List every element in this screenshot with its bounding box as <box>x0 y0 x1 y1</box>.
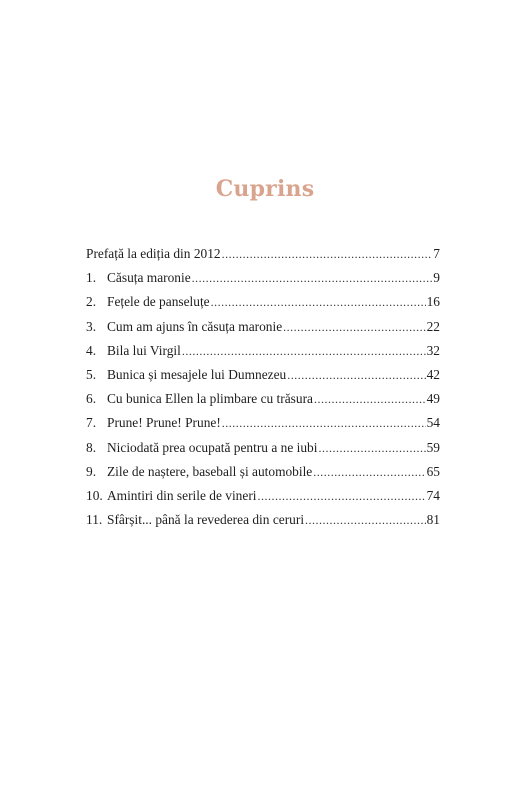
toc-chapter-number: 10. <box>86 487 103 503</box>
toc-leader-dots <box>192 271 433 286</box>
toc-entry-2[interactable] <box>86 294 440 318</box>
toc-entry-10[interactable] <box>86 488 440 512</box>
toc-page-number: 81 <box>426 512 440 528</box>
toc-chapter-number: 9. <box>86 463 97 479</box>
toc-chapter-number: 2. <box>86 294 97 310</box>
toc-chapter-number: 11. <box>86 512 103 528</box>
toc-page-number: 32 <box>426 342 440 358</box>
toc-entry-11[interactable] <box>86 512 440 536</box>
toc-chapter-number: 4. <box>86 342 97 358</box>
toc-page-number: 59 <box>426 439 440 455</box>
table-of-contents <box>86 246 440 536</box>
toc-chapter-number: 8. <box>86 439 97 455</box>
toc-page-number: 65 <box>426 463 440 479</box>
toc-entry-title: Sfârșit... până la revederea din ceruri <box>107 512 305 528</box>
toc-entry-1[interactable] <box>86 270 440 294</box>
toc-chapter-number: 7. <box>86 415 97 431</box>
toc-page-number: 9 <box>433 270 440 286</box>
toc-page-number: 16 <box>426 294 440 310</box>
toc-leader-dots <box>211 295 426 310</box>
toc-leader-dots <box>305 513 426 528</box>
toc-page-number: 54 <box>426 415 440 431</box>
toc-leader-dots <box>314 392 426 407</box>
toc-leader-dots <box>222 247 433 262</box>
page-title: Cuprins <box>215 176 315 202</box>
toc-leader-dots <box>318 441 425 456</box>
toc-entry-title: Zile de naștere, baseball și automobile <box>107 463 313 479</box>
toc-entry-7[interactable] <box>86 415 440 439</box>
toc-entry-title: Prefață la ediția din 2012 <box>86 246 221 261</box>
toc-leader-dots <box>283 320 425 335</box>
toc-leader-dots <box>313 465 425 480</box>
toc-chapter-number: 6. <box>86 391 97 407</box>
toc-entry-title: Bila lui Virgil <box>107 342 181 358</box>
toc-entry-title: Cum am ajuns în căsuța maronie <box>107 318 283 334</box>
toc-chapter-number: 3. <box>86 318 97 334</box>
toc-entry-title: Niciodată prea ocupată pentru a ne iubi <box>107 439 318 455</box>
toc-entry-title: Prune! Prune! Prune! <box>107 415 221 431</box>
toc-entry-4[interactable] <box>86 343 440 367</box>
toc-page-number: 42 <box>426 366 440 382</box>
toc-entry-8[interactable] <box>86 440 440 464</box>
toc-page-number: 49 <box>426 391 440 407</box>
toc-leader-dots <box>222 416 426 431</box>
toc-leader-dots <box>287 368 425 383</box>
toc-leader-dots <box>182 344 426 359</box>
toc-entry-title: Căsuța maronie <box>107 270 191 286</box>
toc-entry-title: Cu bunica Ellen la plimbare cu trăsura <box>107 391 313 407</box>
toc-page-number: 74 <box>426 487 440 503</box>
toc-entry-6[interactable] <box>86 391 440 415</box>
toc-entry-3[interactable] <box>86 319 440 343</box>
toc-entry-title: Bunica și mesajele lui Dumnezeu <box>107 366 287 382</box>
toc-entry-preface[interactable] <box>86 246 440 270</box>
toc-entry-title: Fețele de panseluțe <box>107 294 210 310</box>
toc-page-number: 22 <box>426 318 440 334</box>
toc-entry-title: Amintiri din serile de vineri <box>107 487 257 503</box>
toc-page-number: 7 <box>433 246 440 261</box>
toc-leader-dots <box>258 489 426 504</box>
toc-entry-9[interactable] <box>86 464 440 488</box>
toc-chapter-number: 1. <box>86 270 97 286</box>
toc-entry-5[interactable] <box>86 367 440 391</box>
toc-chapter-number: 5. <box>86 366 97 382</box>
